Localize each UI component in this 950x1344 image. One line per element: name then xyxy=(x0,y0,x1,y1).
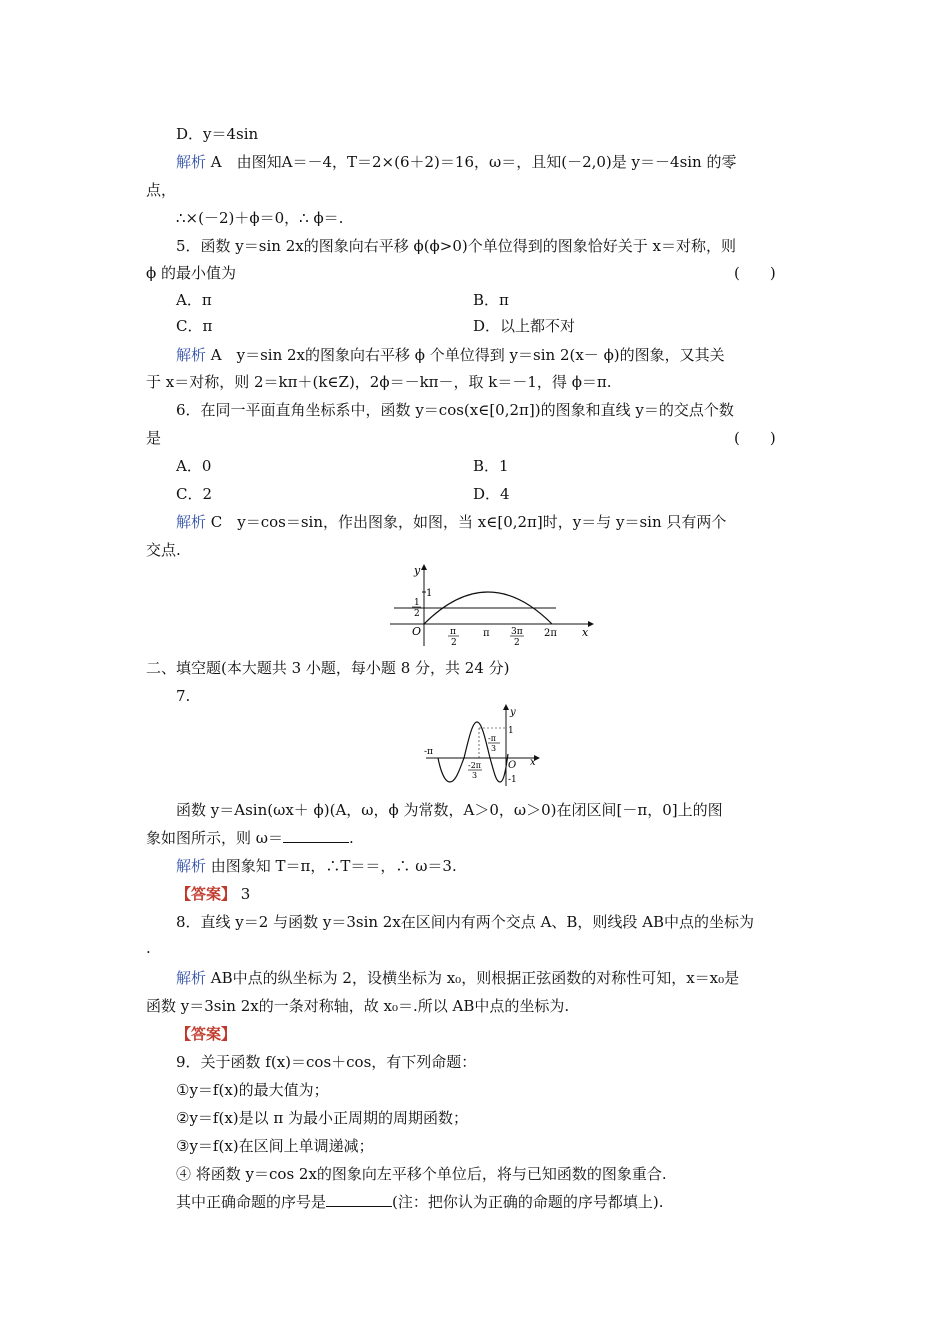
section-title: 二、填空题(本大题共 3 小题，每小题 8 分，共 24 分) xyxy=(146,659,510,677)
neg-pi-label: -π xyxy=(424,747,433,757)
y-tick-1: 1 xyxy=(426,588,433,599)
q5-option-d: D．以上都不对 xyxy=(473,317,576,335)
q7-analysis-text: 由图象知 T＝π，∴T＝＝，∴ ω＝3. xyxy=(206,857,457,875)
half-num: 1 xyxy=(414,598,420,608)
q9-final-text: 其中正确命题的序号是 xyxy=(176,1193,327,1211)
q7-answer xyxy=(176,884,250,904)
q7-stem-line2 xyxy=(146,828,354,848)
graph-sine-interval xyxy=(424,702,544,788)
y-tick-neg1: -1 xyxy=(508,775,517,785)
y-axis-arrow xyxy=(421,564,427,570)
neg-two-pi-third-den: 3 xyxy=(472,771,478,780)
q6-option-b: B．1 xyxy=(473,457,509,475)
q9-item-2: ②y＝f(x)是以 π 为最小正周期的周期函数； xyxy=(176,1109,469,1127)
q9-item-3: ③y＝f(x)在区间上单调递减； xyxy=(176,1137,374,1155)
q5-stem-line2: ϕ 的最小值为 xyxy=(146,264,236,282)
origin-label: O xyxy=(412,625,422,638)
q8-analysis-text: AB中点的纵坐标为 2，设横坐标为 x₀，则根据正弦函数的对称性可知，x＝x₀是 xyxy=(206,969,740,987)
q4-analysis xyxy=(176,152,737,172)
neg-pi-third-num: -π xyxy=(488,734,496,743)
q6-answer-paren: ( ) xyxy=(734,429,776,447)
q6-stem-line1: 6．在同一平面直角坐标系中，函数 y＝cos(x∈[0,2π])的图象和直线 y＝的交点个数 xyxy=(176,401,734,419)
y-label: y xyxy=(510,707,516,718)
q7-analysis xyxy=(176,856,457,876)
q9-item-4: ④ 将函数 y＝cos 2x的图象向左平移个单位后，将与已知函数的图象重合. xyxy=(176,1165,667,1183)
q5-option-c: C．π xyxy=(176,317,213,335)
q4-analysis-line2: 点， xyxy=(146,181,177,199)
two-pi-label: 2π xyxy=(544,628,557,639)
three-pi-half-den: 2 xyxy=(514,638,520,648)
q5-answer-paren: ( ) xyxy=(734,264,776,282)
answer-label: 【答案】 xyxy=(176,885,237,903)
analysis-label: 解析 xyxy=(176,153,207,171)
y-label: y xyxy=(414,564,421,577)
q8-answer xyxy=(176,1024,236,1044)
answer-blank[interactable] xyxy=(283,828,349,843)
q4-analysis-line3: ∴×(－2)＋ϕ＝0，∴ ϕ＝. xyxy=(176,209,344,227)
q4-analysis-text: A 由图知A＝－4，T＝2×(6＋2)＝16，ω＝，且知(－2,0)是 y＝－4sin 的零 xyxy=(206,153,737,171)
q9-item-1: ①y＝f(x)的最大值为； xyxy=(176,1081,329,1099)
origin-label: O xyxy=(508,760,517,771)
q6-analysis-text: C y＝cos＝sin，作出图象，如图，当 x∈[0,2π]时，y＝与 y＝sin 只有两个 xyxy=(206,513,727,531)
q4-option-d: D．y＝4sin xyxy=(176,125,259,143)
half-den: 2 xyxy=(414,609,420,619)
analysis-label: 解析 xyxy=(176,346,207,364)
q9-final xyxy=(176,1192,664,1212)
three-pi-half-num: 3π xyxy=(511,627,523,637)
y-axis-arrow xyxy=(503,704,509,710)
q6-analysis-line2: 交点. xyxy=(146,541,181,559)
analysis-label: 解析 xyxy=(176,857,207,875)
q5-analysis-line2: 于 x＝对称，则 2＝kπ＋(k∈Z)，2ϕ＝－kπ－，取 k＝－1，得 ϕ＝π. xyxy=(146,373,612,391)
pi-half-num: π xyxy=(450,627,456,637)
neg-pi-third-den: 3 xyxy=(491,744,497,753)
q7-number: 7. xyxy=(176,687,191,705)
q8-stem-line2: . xyxy=(146,939,151,957)
q8-analysis xyxy=(176,968,739,988)
q7-stem-end: . xyxy=(349,829,354,847)
q7-stem-line1: 函数 y＝Asin(ωx＋ ϕ)(A，ω，ϕ 为常数，A＞0，ω＞0)在闭区间[－π，0]上的图 xyxy=(176,801,723,819)
q6-option-c: C．2 xyxy=(176,485,213,503)
pi-label: π xyxy=(483,628,490,639)
answer-blank[interactable] xyxy=(326,1192,392,1207)
x-axis-arrow xyxy=(588,621,594,627)
q8-stem-line1: 8．直线 y＝2 与函数 y＝3sin 2x在区间内有两个交点 A、B，则线段 AB中点的坐标为 xyxy=(176,913,755,931)
q7-answer-value: 3 xyxy=(236,885,251,903)
q5-analysis xyxy=(176,345,725,365)
q6-stem-line2: 是 xyxy=(146,429,162,447)
analysis-label: 解析 xyxy=(176,513,207,531)
x-label: x xyxy=(530,757,536,768)
answer-label: 【答案】 xyxy=(176,1025,237,1043)
q8-analysis-line2: 函数 y＝3sin 2x的一条对称轴，故 x₀＝.所以 AB中点的坐标为. xyxy=(146,997,570,1015)
q5-option-a: A．π xyxy=(176,291,212,309)
q9-stem: 9．关于函数 f(x)＝cos＋cos，有下列命题： xyxy=(176,1053,477,1071)
q6-option-a: A．0 xyxy=(176,457,212,475)
pi-half-den: 2 xyxy=(451,638,457,648)
y-tick-1: 1 xyxy=(508,726,514,736)
q5-analysis-text: A y＝sin 2x的图象向右平移 ϕ 个单位得到 y＝sin 2(x－ ϕ)的图象，又其关 xyxy=(206,346,725,364)
analysis-label: 解析 xyxy=(176,969,207,987)
neg-two-pi-third-num: -2π xyxy=(468,761,482,770)
q7-stem-text: 象如图所示，则 ω＝ xyxy=(146,829,284,847)
q6-analysis xyxy=(176,512,726,532)
graph-cos-sin xyxy=(386,562,596,648)
q5-option-b: B．π xyxy=(473,291,509,309)
x-label: x xyxy=(582,626,589,639)
q5-stem-line1: 5．函数 y＝sin 2x的图象向右平移 ϕ(ϕ>0)个单位得到的图象恰好关于 x＝对称，则 xyxy=(176,237,736,255)
q6-option-d: D．4 xyxy=(473,485,510,503)
q9-final-note: (注：把你认为正确的命题的序号都填上). xyxy=(392,1193,664,1211)
